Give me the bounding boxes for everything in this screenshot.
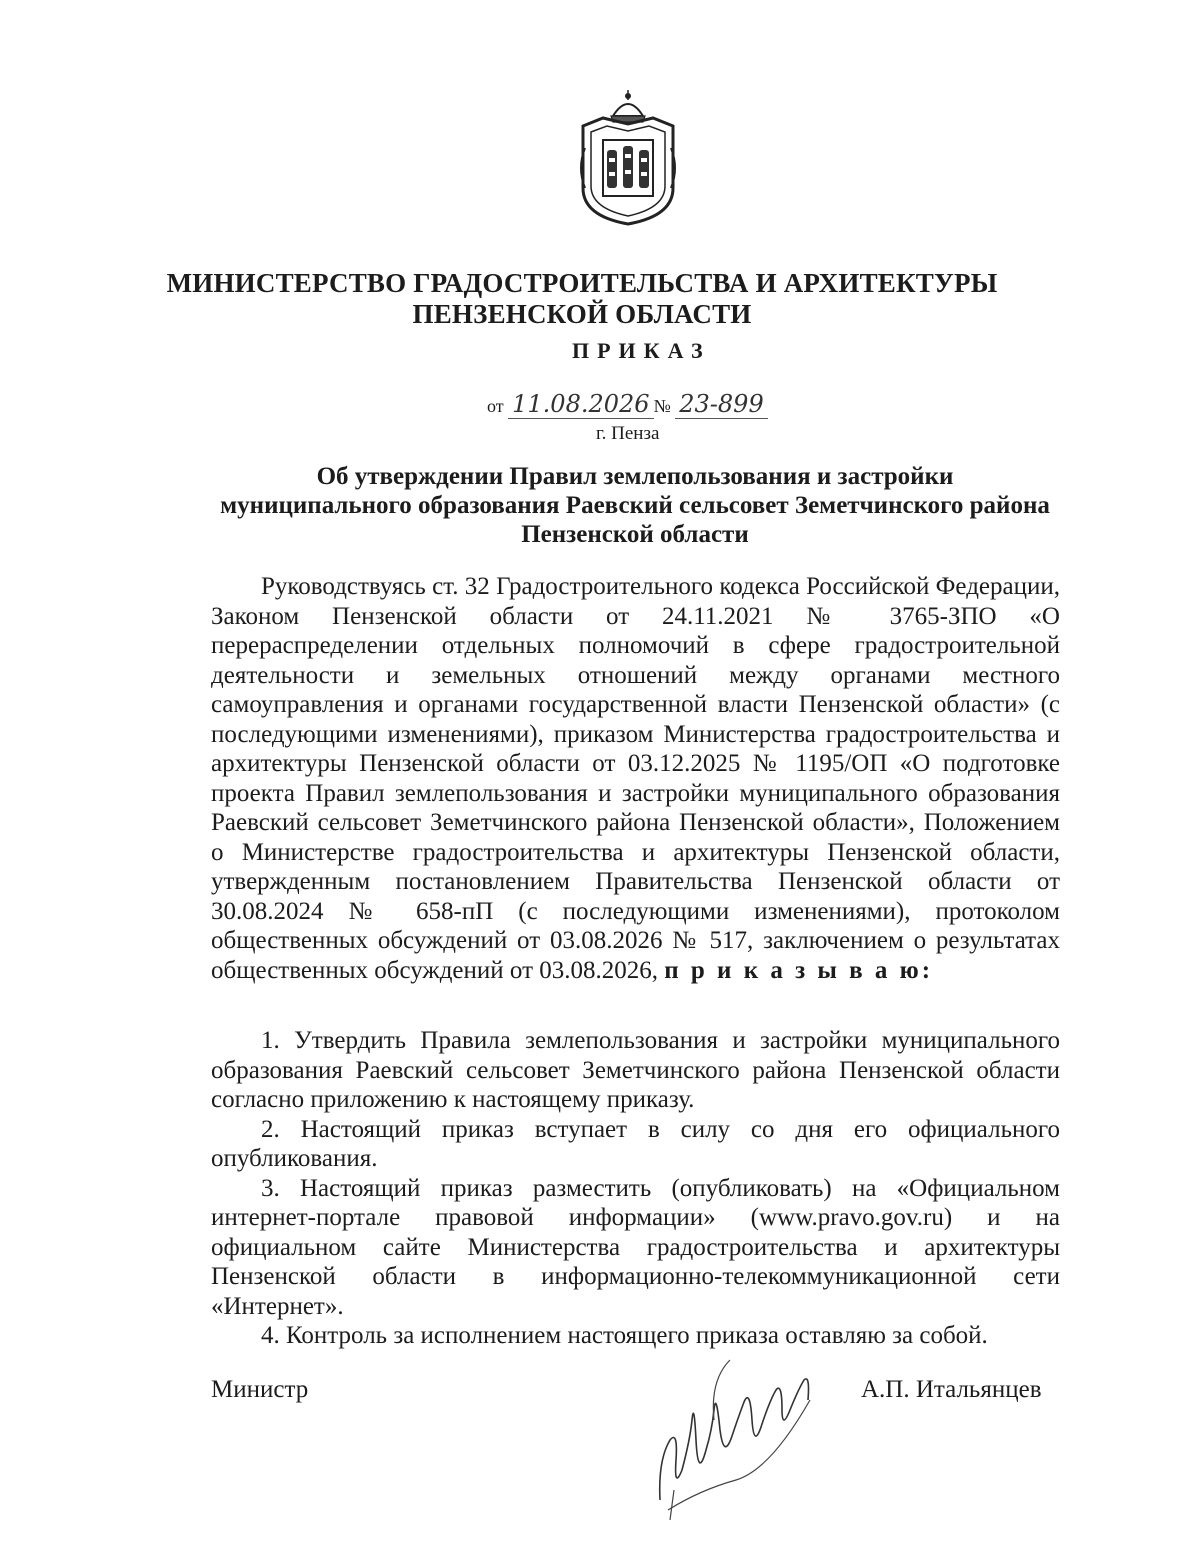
order-item-2: 2. Настоящий приказ вступает в силу со дня его официального опубликования. — [211, 1115, 1060, 1172]
document-type: ПРИКАЗ — [572, 338, 711, 363]
signatory-role: Министр — [211, 1376, 309, 1403]
order-item-3: 3. Настоящий приказ разместить (опубликовать) на «Официальном интернет-портале правовой информации» (www.pravo.gov.ru) и на официальном сайте Министерства градостроительства и архитектуры Пензенской области в информационно-телекоммуникационной сети «Интернет». — [211, 1174, 1060, 1320]
signatory-name: А.П. Итальянцев — [861, 1376, 1042, 1403]
number-sign: № — [653, 396, 671, 416]
order-item-4: 4. Контроль за исполнением настоящего приказа оставляю за собой. — [261, 1322, 988, 1349]
order-items — [211, 1026, 1060, 1351]
coat-of-arms-icon — [573, 88, 683, 228]
preamble-text: Руководствуясь ст. 32 Градостроительного кодекса Российской Федерации, Законом Пензенской области от 24.11.2021 № 3765-ЗПО «О перераспределении отдельных полномочий в сфере градостроительной деятельности и земельных отношений между органами местного самоуправления и органами государственной власти Пензенской области» (с последующими изменениями), приказом Министерства градостроительства и архитектуры Пензенской области от 03.12.2025 № 1195/ОП «О подготовке проекта Правил землепользования и застройки муниципального образования Раевский сельсовет Земетчинского района Пензенской области», Положением о Министерстве градостроительства и архитектуры Пензенской области, утвержденным постановлением Правительства Пензенской области от 30.08.2024 № 658-пП (с последующими изменениями), протоколом общественных обсуждений от 03.08.2026 № 517, заключением о результатах общественных обсуждений от 03.08.2026, — [211, 573, 1060, 984]
subject-line-2: муниципального образования Раевский сельсовет Земетчинского района — [220, 492, 1050, 519]
handwritten-signature-icon — [640, 1340, 840, 1540]
ministry-line-2: ПЕНЗЕНСКОЙ ОБЛАСТИ — [412, 299, 752, 329]
ministry-line-1: МИНИСТЕРСТВО ГРАДОСТРОИТЕЛЬСТВА И АРХИТЕКТУРЫ — [166, 268, 998, 298]
preamble-paragraph — [211, 572, 1060, 985]
order-number: 23-899 — [675, 390, 767, 419]
order-date: 11.08.2026 — [508, 390, 653, 419]
ministry-name — [0, 268, 1182, 330]
order-item-1: 1. Утвердить Правила землепользования и застройки муниципального образования Раевский сельсовет Земетчинского района Пензенской области согласно приложению к настоящему приказу. — [211, 1027, 1060, 1113]
subject-line-3: Пензенской области — [521, 521, 749, 548]
order-word: п р и к а з ы в а ю: — [664, 956, 934, 984]
subject-line-1: Об утверждении Правил землепользования и застройки — [316, 463, 954, 490]
city: г. Пенза — [596, 423, 660, 444]
date-number-line — [487, 390, 768, 419]
order-subject — [0, 462, 1200, 549]
date-prefix: от — [487, 396, 504, 416]
